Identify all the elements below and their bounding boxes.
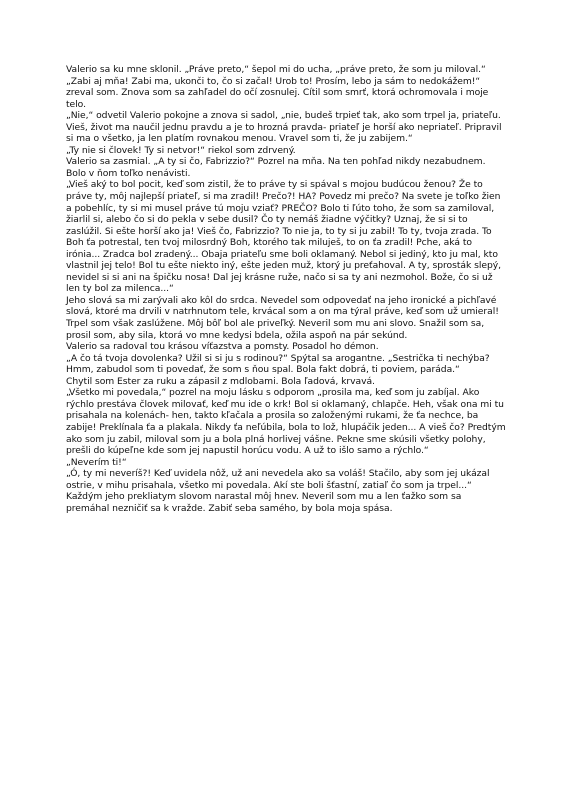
paragraph: Valerio sa radoval tou krásou víťazstva a pomsty. Posadol ho démon.	[66, 341, 379, 353]
paragraph: „Vieš aký to bol pocit, keď som zistil, že to práve ty si spával s mojou budúcou ženou? Že to práve ty, môj najlepší priateľ, si ma zradil! Prečo?! HA? Povedz mi prečo? Na svete je toľko žien a pobehlíc, ty si mi musel práve tú moju vziať? PREČO? Bolo ti ľúto toho, že som sa zamiloval, žiarlil si, alebo čo si do pekla v sebe dusil? Čo ty nemáš žiadne výčitky? Uznaj, že si si to zaslúžil. Si ešte horší ako ja! Vieš čo, Fabrizzio? To nie ja, to ty si ju zabil! To ty, tvoja zrada. To Boh ťa potrestal, ten tvoj milosrdný Boh, ktorého tak miluješ, to on ťa zradil! Pche, aká to irónia... Zradca bol zradený... Obaja priateľu sme boli oklamaný. Nebol si jediný, kto ju mal, kto vlastnil jej telo! Bol tu ešte niekto iný, ešte jeden muž, ktorý ju preťahoval. A ty, sprosták slepý, nevidel si si ani na špičku nosa! Dal jej krásne ruže, načo si sa ty ani nezmohol. Bože, čo si už len ty bol za milenca...“	[66, 179, 502, 295]
paragraph: Chytil som Ester za ruku a zápasil z mdlobami. Bola ľadová, krvavá.	[66, 375, 375, 387]
paragraph: „Ty nie si človek! Ty si netvor!“ riekol som zdrvený.	[66, 144, 296, 156]
paragraph: Valerio sa zasmial. „A ty si čo, Fabrizzio?“ Pozrel na mňa. Na ten pohľad nikdy nezabudnem. Bolo v ňom toľko nenávisti.	[66, 156, 486, 179]
document-body	[66, 64, 506, 514]
paragraph: „Ó, ty mi neveríš?! Keď uvidela nôž, už ani nevedela ako sa voláš! Stačilo, aby som jej ukázal ostrie, v mihu prisahala, všetko mi povedala. Akí ste boli šťastní, zatiaľ čo som ja trpel...“	[66, 468, 490, 491]
paragraph: „Neverím ti!“	[66, 456, 127, 468]
paragraph: „Všetko mi povedala,“ pozrel na moju lásku s odporom „prosila ma, keď som ju zabíjal. Ako rýchlo prestáva človek milovať, keď mu ide o krk! Bol si oklamaný, chlapče. Heh, však ona mi tu prisahala na kolenách- hen, takto kľačala a prosila so založenými rukami, že ťa nechce, ba zabije! Preklínala ťa a plakala. Nikdy ťa neľúbila, bola to lož, hlupáčik jeden... A vieš čo? Predtým ako som ju zabil, miloval som ju a bola plná horlivej vášne. Pekne sme skúsili všetky polohy, prešli do kúpeľne kde som jej napustil horúcu vodu. A už to išlo samo a rýchlo.“	[66, 387, 506, 457]
paragraph: „Zabi aj mňa! Zabi ma, ukonči to, čo si začal! Urob to! Prosím, lebo ja sám to nedokážem!“ zreval som. Znova som sa zahľadel do očí zosnulej. Cítil som smrť, ktorá ochromovala i moje telo.	[66, 75, 489, 110]
paragraph: „Nie,“ odvetil Valerio pokojne a znova si sadol, „nie, budeš trpieť tak, ako som trpel ja, priateľu. Vieš, život ma naučil jednu pravdu a je to hrozná pravda- priateľ je horší ako nepriateľ. Pripravil si ma o všetko, ja len platím rovnakou menou. Vravel som ti, že ju zabijem.“	[66, 110, 502, 145]
paragraph: Valerio sa ku mne sklonil. „Práve preto,“ šepol mi do ucha, „práve preto, že som ju miloval.“	[66, 64, 486, 75]
paragraph: Každým jeho prekliatym slovom narastal môj hnev. Neveril som mu a len ťažko som sa premáhal nezničiť sa k vražde. Zabiť seba samého, by bola moja spása.	[66, 491, 462, 514]
paragraph: Jeho slová sa mi zarývali ako kôl do srdca. Nevedel som odpovedať na jeho ironické a pichľavé slová, ktoré ma drvili v natrhnutom tele, krvácal som a on ma týral práve, keď som už umieral! Trpel som však zaslúžene. Môj bôľ bol ale priveľký. Neveril som mu ani slovo. Snažil som sa, prosil som, aby sila, ktorá vo mne kedysi bdela, ožila aspoň na pár sekúnd.	[66, 294, 499, 341]
paragraph: „A čo tá tvoja dovolenka? Užil si si ju s rodinou?“ Spýtal sa arogantne. „Sestrička ti nechýba? Hmm, zabudol som ti povedať, že som s ňou spal. Bola fakt dobrá, ti poviem, paráda.“	[66, 352, 490, 376]
